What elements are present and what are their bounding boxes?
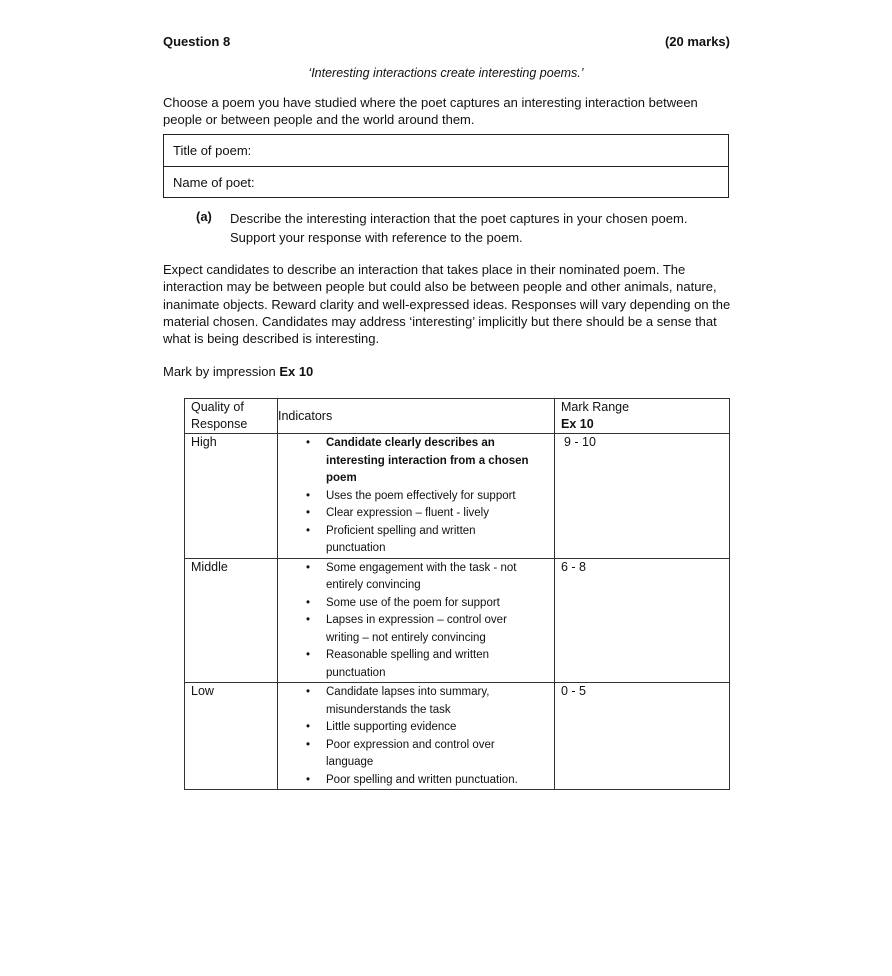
indicator-text: Some engagement with the task - not entirely convincing	[326, 561, 517, 591]
indicator-item: • Poor expression and control over language	[306, 738, 495, 768]
indicator-text: Poor spelling and written punctuation.	[326, 773, 518, 786]
header-range-label: Mark Range	[561, 400, 630, 414]
level-label: High	[185, 434, 278, 559]
indicator-text: Candidate clearly describes an interesting interaction from a chosen poem	[326, 437, 529, 484]
rubric-header-row	[185, 399, 730, 434]
poet-name-field: Name of poet:	[173, 175, 255, 190]
question-quote: ‘Interesting interactions create interesting poems.’	[308, 66, 584, 80]
indicator-text: Lapses in expression – control over writing – not entirely convincing	[326, 614, 507, 644]
mark-range-value: 6 - 8	[555, 558, 730, 683]
rubric-row-middle	[185, 558, 730, 683]
question-intro: Choose a poem you have studied where the poet captures an interesting interaction between people or between people and the world around them.	[163, 95, 698, 127]
indicator-text: Little supporting evidence	[326, 721, 457, 733]
indicator-item: • Poor spelling and written punctuation.	[306, 773, 518, 786]
indicator-item: • Little supporting evidence	[306, 721, 457, 733]
indicator-item: • Lapses in expression – control over writing – not entirely convincing	[306, 614, 507, 644]
indicator-item: • Clear expression – fluent - lively	[306, 507, 489, 519]
indicator-text: Proficient spelling and written punctuation	[326, 524, 476, 554]
header-range-max: Ex 10	[561, 417, 594, 431]
indicator-item: • Candidate clearly describes an interesting interaction from a chosen poem	[306, 437, 529, 484]
level-label: Low	[185, 683, 278, 790]
indicator-text: Candidate lapses into summary, misunderstands the task	[326, 686, 490, 716]
question-number: Question 8	[163, 34, 231, 49]
mark-by-impression	[163, 364, 313, 379]
marking-rubric-table	[184, 398, 730, 790]
rubric-row-high	[185, 434, 730, 559]
indicator-item: • Candidate lapses into summary, misunderstands the task	[306, 686, 490, 716]
indicator-text: Clear expression – fluent - lively	[326, 507, 489, 519]
poem-details-box	[163, 134, 729, 198]
indicators-cell	[278, 434, 555, 559]
level-label: Middle	[185, 558, 278, 683]
part-a-label: (a)	[196, 209, 212, 224]
indicators-cell	[278, 683, 555, 790]
rubric-row-low	[185, 683, 730, 790]
mark-range-text: 9 - 10	[564, 435, 596, 449]
indicator-list	[278, 434, 554, 558]
indicator-item: • Reasonable spelling and written punctuation	[306, 649, 490, 679]
indicator-text: Reasonable spelling and written punctuation	[326, 649, 490, 679]
header-quality: Quality of Response	[185, 399, 278, 434]
marking-guidance: Expect candidates to describe an interaction that takes place in their nominated poem. The interaction may be between people but could also be between people and other animals, nature, inanimate objects. Reward clarity and well-expressed ideas. Responses will vary depending on the material chosen. Candidates may address ‘interesting’ implicitly but there should be a sense that what is being described is interesting.	[163, 262, 731, 347]
question-marks: (20 marks)	[664, 34, 730, 49]
part-a-text: Describe the interesting interaction that the poet captures in your chosen poem. Support your response with reference to the poem.	[230, 211, 688, 245]
indicator-list	[278, 683, 554, 789]
mark-by-impression-max: Ex 10	[279, 364, 314, 379]
indicator-item: • Proficient spelling and written punctuation	[306, 524, 476, 554]
mark-range-value	[555, 434, 730, 559]
mark-range-value: 0 - 5	[555, 683, 730, 790]
poem-title-field: Title of poem:	[164, 135, 728, 167]
mark-by-impression-prefix: Mark by impression	[163, 364, 280, 379]
indicator-item: • Some engagement with the task - not entirely convincing	[306, 561, 517, 591]
indicator-item: • Uses the poem effectively for support	[306, 489, 516, 502]
indicator-item: • Some use of the poem for support	[306, 596, 500, 609]
header-indicators: Indicators	[278, 399, 555, 434]
header-mark-range	[555, 399, 730, 434]
indicator-list	[278, 559, 554, 683]
indicator-text: Poor expression and control over language	[326, 738, 495, 768]
indicator-text: Uses the poem effectively for support	[326, 489, 516, 502]
indicators-cell	[278, 558, 555, 683]
indicator-text: Some use of the poem for support	[326, 596, 500, 609]
